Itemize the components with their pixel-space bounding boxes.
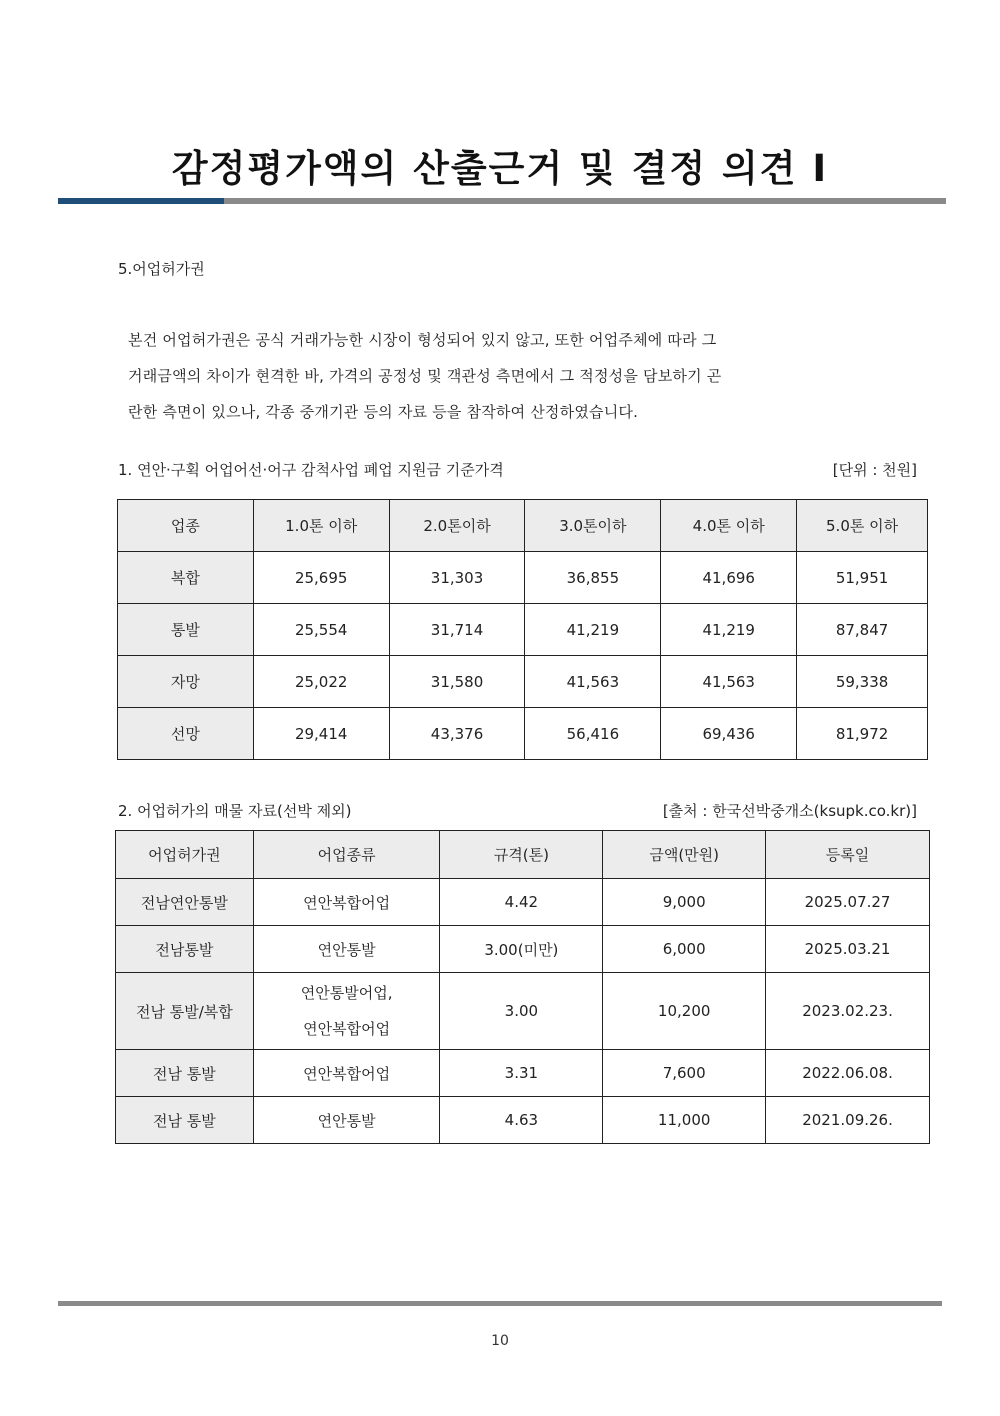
table-cell: 6,000 <box>603 926 766 973</box>
table-cell: 9,000 <box>603 879 766 926</box>
table2-source: [출처 : 한국선박중개소(ksupk.co.kr)] <box>662 802 917 820</box>
table-cell: 2025.07.27 <box>766 879 930 926</box>
row-label: 자망 <box>118 656 254 708</box>
footer-rule <box>58 1301 942 1306</box>
cell-line: 연안복합어업 <box>303 1020 391 1038</box>
paragraph-line: 본건 어업허가권은 공식 거래가능한 시장이 형성되어 있지 않고, 또한 어업주체에 따라 그 <box>128 331 717 349</box>
header-cell: 4.0톤 이하 <box>661 500 797 552</box>
table-cell: 56,416 <box>525 708 661 760</box>
table-cell: 36,855 <box>525 552 661 604</box>
row-label: 복합 <box>118 552 254 604</box>
row-label: 전남통발 <box>116 926 254 973</box>
table1-caption: 1. 연안·구획 어업어선·어구 감척사업 폐업 지원금 기준가격 <box>118 461 504 479</box>
table-row <box>116 879 930 926</box>
paragraph-line: 란한 측면이 있으나, 각종 중개기관 등의 자료 등을 참작하여 산정하였습니다. <box>128 403 639 421</box>
header-cell: 2.0톤이하 <box>389 500 525 552</box>
table-cell: 연안통발 <box>253 926 440 973</box>
table-cell: 4.63 <box>440 1097 603 1144</box>
table-row <box>118 708 928 760</box>
table-cell: 25,695 <box>253 552 389 604</box>
body-paragraph <box>128 322 818 430</box>
table-cell: 41,563 <box>661 656 797 708</box>
header-cell: 5.0톤 이하 <box>797 500 928 552</box>
page-title: 감정평가액의 산출근거 및 결정 의견 I <box>171 147 829 190</box>
support-price-table <box>117 499 928 760</box>
table-cell: 31,580 <box>389 656 525 708</box>
table-cell: 2025.03.21 <box>766 926 930 973</box>
table-row <box>116 1097 930 1144</box>
table-header-row <box>116 831 930 879</box>
header-cell: 어업종류 <box>253 831 440 879</box>
table-cell: 3.31 <box>440 1050 603 1097</box>
page-number: 10 <box>491 1333 509 1349</box>
table-cell: 87,847 <box>797 604 928 656</box>
table-cell: 25,554 <box>253 604 389 656</box>
table-row <box>118 604 928 656</box>
table-cell: 2022.06.08. <box>766 1050 930 1097</box>
row-label: 선망 <box>118 708 254 760</box>
header-cell: 3.0톤이하 <box>525 500 661 552</box>
table-cell: 3.00 <box>440 973 603 1050</box>
table-cell: 29,414 <box>253 708 389 760</box>
table-cell: 4.42 <box>440 879 603 926</box>
table-cell: 41,563 <box>525 656 661 708</box>
row-label: 통발 <box>118 604 254 656</box>
row-label: 전남 통발/복합 <box>116 973 254 1050</box>
table-cell: 2023.02.23. <box>766 973 930 1050</box>
table-cell: 59,338 <box>797 656 928 708</box>
table-cell: 51,951 <box>797 552 928 604</box>
header-cell: 규격(톤) <box>440 831 603 879</box>
cell-line: 연안통발어업, <box>300 984 393 1002</box>
table-row <box>116 1050 930 1097</box>
table-cell: 25,022 <box>253 656 389 708</box>
table-cell: 69,436 <box>661 708 797 760</box>
paragraph-line: 거래금액의 차이가 현격한 바, 가격의 공정성 및 객관성 측면에서 그 적정성을 담보하기 곤 <box>128 367 722 385</box>
title-rule-gray <box>224 198 946 204</box>
listing-table <box>115 830 930 1144</box>
table-row <box>118 656 928 708</box>
table-cell: 2021.09.26. <box>766 1097 930 1144</box>
header-cell: 등록일 <box>766 831 930 879</box>
table-row <box>118 552 928 604</box>
table-row <box>116 973 930 1050</box>
title-rule <box>58 198 946 204</box>
table-cell: 41,219 <box>525 604 661 656</box>
row-label: 전남 통발 <box>116 1097 254 1144</box>
table2-caption: 2. 어업허가의 매물 자료(선박 제외) <box>118 802 352 820</box>
table-cell: 연안복합어업 <box>253 879 440 926</box>
table-cell: 31,303 <box>389 552 525 604</box>
table-cell: 연안복합어업 <box>253 1050 440 1097</box>
table-cell: 연안통발 <box>253 1097 440 1144</box>
row-label: 전남연안통발 <box>116 879 254 926</box>
header-cell: 업종 <box>118 500 254 552</box>
header-cell: 1.0톤 이하 <box>253 500 389 552</box>
table-cell: 41,219 <box>661 604 797 656</box>
table-cell <box>253 973 440 1050</box>
header-cell: 금액(만원) <box>603 831 766 879</box>
table1-unit: [단위 : 천원] <box>832 461 917 479</box>
header-cell: 어업허가권 <box>116 831 254 879</box>
row-label: 전남 통발 <box>116 1050 254 1097</box>
table-header-row <box>118 500 928 552</box>
table-row <box>116 926 930 973</box>
table-cell: 3.00(미만) <box>440 926 603 973</box>
table-cell: 10,200 <box>603 973 766 1050</box>
title-rule-accent <box>58 198 224 204</box>
table-cell: 43,376 <box>389 708 525 760</box>
table-cell: 7,600 <box>603 1050 766 1097</box>
table-cell: 41,696 <box>661 552 797 604</box>
section-heading: 5.어업허가권 <box>118 260 205 278</box>
table-cell: 81,972 <box>797 708 928 760</box>
table-cell: 31,714 <box>389 604 525 656</box>
table-cell: 11,000 <box>603 1097 766 1144</box>
